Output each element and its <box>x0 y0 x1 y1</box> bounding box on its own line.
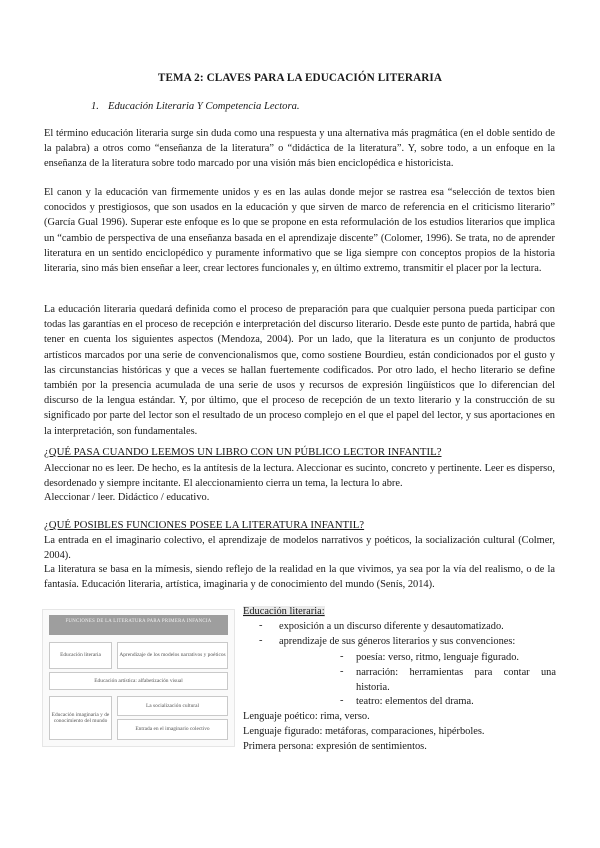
q2-line-1: La entrada en el imaginario colectivo, el aprendizaje de modelos narrativos y poéticos, la socialización cultural (Colmer, 2004). <box>44 535 555 561</box>
question-heading-2: ¿QUÉ POSIBLES FUNCIONES POSEE LA LITERATURA INFANTIL? <box>44 519 365 531</box>
diagram-box-models: Aprendizaje de los modelos narrativos y poéticos <box>117 642 228 669</box>
paragraph-1: El término educación literaria surge sin duda como una respuesta y una alternativa más pragmática (en el doble sentido de la palabra) a otros como “enseñanza de la literatura” o “didáctica de la literatura”. Y, sobre todo, a un enfoque en la enseñanza de la literatura sobre todo marcado por una visión más bien enciclopédica e historicista. <box>44 128 555 170</box>
subbullet-3: teatro: elementos del drama. <box>356 696 474 707</box>
q2-line-2: La literatura se basa en la mímesis, siendo reflejo de la realidad en la que vivimos, ya sea por la vía del realismo, o de la fantasía. Educación literaria, artística, imaginaria y de conocimiento del mundo (Senís, 2014). <box>44 564 555 590</box>
subbullet-dash-2: - <box>340 666 344 677</box>
right-heading: Educación literaria: <box>243 606 325 617</box>
question-heading-1: ¿QUÉ PASA CUANDO LEEMOS UN LIBRO CON UN PÚBLICO LECTOR INFANTIL? <box>44 446 442 458</box>
bullet-1: exposición a un discurso diferente y desautomatizado. <box>279 621 504 632</box>
document-title: TEMA 2: CLAVES PARA LA EDUCACIÓN LITERARIA <box>157 72 443 84</box>
section-title <box>91 101 300 112</box>
bullet-dash-2: - <box>259 635 263 646</box>
q1-line-1: Aleccionar no es leer. De hecho, es la antítesis de la lectura. Aleccionar es sucinto, concreto y pertinente. Leer es disperso, desordenado y siempre incitante. El aleccionamiento cierra un tema, la lectura lo abre. <box>44 463 555 489</box>
diagram-box-socialization: La socialización cultural <box>117 696 228 716</box>
diagram-box-literary: Educación literaria <box>49 642 112 669</box>
diagram-box-imaginary: Educación imaginaria y de conocimiento del mundo <box>49 696 112 740</box>
bullet-dash-1: - <box>259 620 263 631</box>
section-title-text: Educación Literaria Y Competencia Lectora. <box>108 101 300 112</box>
paragraph-3: La educación literaria quedará definida como el proceso de preparación para que cualquier persona pueda participar con todas las garantías en el proceso de recepción e interpretación del discurso literario. Desde este punto de partida, habrá que tener en cuenta los siguientes aspectos (Mendoza, 2004). Por un lado, que la literatura es un conjunto de productos artísticos marcados por una serie de convencionalismos que, como sostiene Bourdieu, están condicionados por el gusto y las circunstancias históricas y que a veces se hallan fuertemente codificados. Por otro lado, el hecho literario se define también por la presencia acumulada de una serie de usos y recursos de expresión lingüísticos que lo diferencian del discurso de la lengua estándar. Y, por último, que el proceso de recepción de un texto literario y la construcción de su significado por parte del lector son el resultado de un proceso complejo en el que el papel del lector, y sus aportaciones en la interpretación, son fundamentales. <box>44 304 555 437</box>
subbullet-dash-1: - <box>340 651 344 662</box>
right-line-2: Lenguaje figurado: metáforas, comparaciones, hipérboles. <box>243 726 485 737</box>
right-line-3: Primera persona: expresión de sentimientos. <box>243 741 427 752</box>
diagram-box-artistic: Educación artística: alfabetización visual <box>49 672 228 690</box>
diagram-header: FUNCIONES DE LA LITERATURA PARA PRIMERA INFANCIA <box>49 615 228 635</box>
q1-line-2: Aleccionar / leer. Didáctico / educativo. <box>44 492 210 503</box>
subbullet-dash-3: - <box>340 695 344 706</box>
paragraph-2: El canon y la educación van firmemente unidos y es en las aulas donde mejor se rastrea esa “selección de textos bien conocidos y prestigiosos, que son usados en la educación y que sirven de marco de referencia en el criticismo literario” (García Gual 1996). Superar este enfoque es lo que se propone en esta reformulación de los estudios literarios que implica un “cambio de perspectiva de una enseñanza basada en el aprendizaje discente” (Colomer, 1996). Se trata, no de aprender literatura en un sentido enciclopédico y puramente informativo que se liga siempre con conceptos propios de la historia literaria, sino más bien enseñar a leer, crear lectores funcionales y, en último extremo, transmitir el placer por la lectura. <box>44 187 555 275</box>
diagram-box-collective: Entrada en el imaginario colectivo <box>117 719 228 740</box>
bullet-2: aprendizaje de sus géneros literarios y sus convenciones: <box>279 636 516 647</box>
functions-diagram <box>42 609 235 747</box>
subbullet-2: narración: herramientas para contar una historia. <box>356 667 556 693</box>
section-number: 1. <box>91 101 99 112</box>
right-line-1: Lenguaje poético: rima, verso. <box>243 711 370 722</box>
subbullet-1: poesía: verso, ritmo, lenguaje figurado. <box>356 652 520 663</box>
